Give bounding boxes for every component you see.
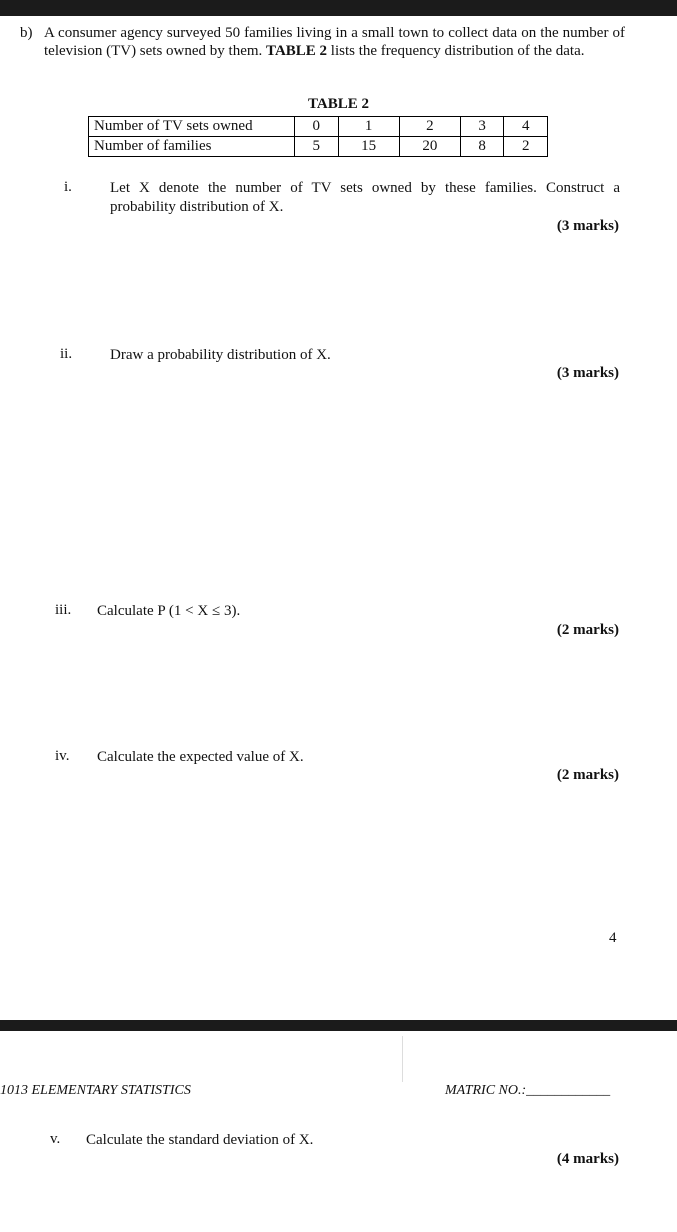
question-b-text: A consumer agency surveyed 50 families living in a small town to collect data on the number of television (TV) sets owned by them. TABLE 2 lists the frequency distribution of the data. <box>44 25 625 59</box>
table-row-label: Number of families <box>89 137 295 157</box>
table-cell: 2 <box>399 117 460 137</box>
table-row <box>89 117 548 137</box>
table-row <box>89 137 548 157</box>
table-cell: 5 <box>295 137 339 157</box>
table-cell: 15 <box>338 137 399 157</box>
table-cell: 1 <box>338 117 399 137</box>
question-b-intro <box>20 24 625 60</box>
divider <box>402 1036 403 1082</box>
question-text: Draw a probability distribution of X. <box>110 347 331 363</box>
page-number: 4 <box>609 930 617 946</box>
question-text: Calculate the standard deviation of X. <box>86 1132 314 1148</box>
question-text: Let X denote the number of TV sets owned by these families. Construct a probability distribution of X. <box>110 180 620 215</box>
question-marks: (3 marks) <box>556 365 619 381</box>
question-b-label: b) <box>20 25 33 41</box>
question-marks: (4 marks) <box>556 1151 619 1167</box>
question-text: Calculate the expected value of X. <box>97 749 304 765</box>
table-cell: 3 <box>460 117 504 137</box>
matric-footer: MATRIC NO.:____________ <box>445 1083 611 1098</box>
frequency-table <box>88 116 548 157</box>
course-footer: 1013 ELEMENTARY STATISTICS <box>0 1083 191 1098</box>
question-number: v. <box>50 1131 61 1147</box>
table-cell: 2 <box>504 137 548 157</box>
top-dark-bar <box>0 0 677 16</box>
table-row-label: Number of TV sets owned <box>89 117 295 137</box>
table-cell: 4 <box>504 117 548 137</box>
question-marks: (2 marks) <box>556 767 619 783</box>
question-number: iii. <box>55 602 72 618</box>
question-text: Calculate P (1 < X ≤ 3). <box>97 603 241 619</box>
table-cell: 0 <box>295 117 339 137</box>
question-marks: (2 marks) <box>556 622 619 638</box>
question-number: i. <box>64 179 72 195</box>
question-marks: (3 marks) <box>556 218 619 234</box>
question-number: ii. <box>60 346 73 362</box>
table-cell: 20 <box>399 137 460 157</box>
table-cell: 8 <box>460 137 504 157</box>
table-title: TABLE 2 <box>308 96 369 112</box>
page-break-bar <box>0 1020 677 1031</box>
question-number: iv. <box>55 748 70 764</box>
